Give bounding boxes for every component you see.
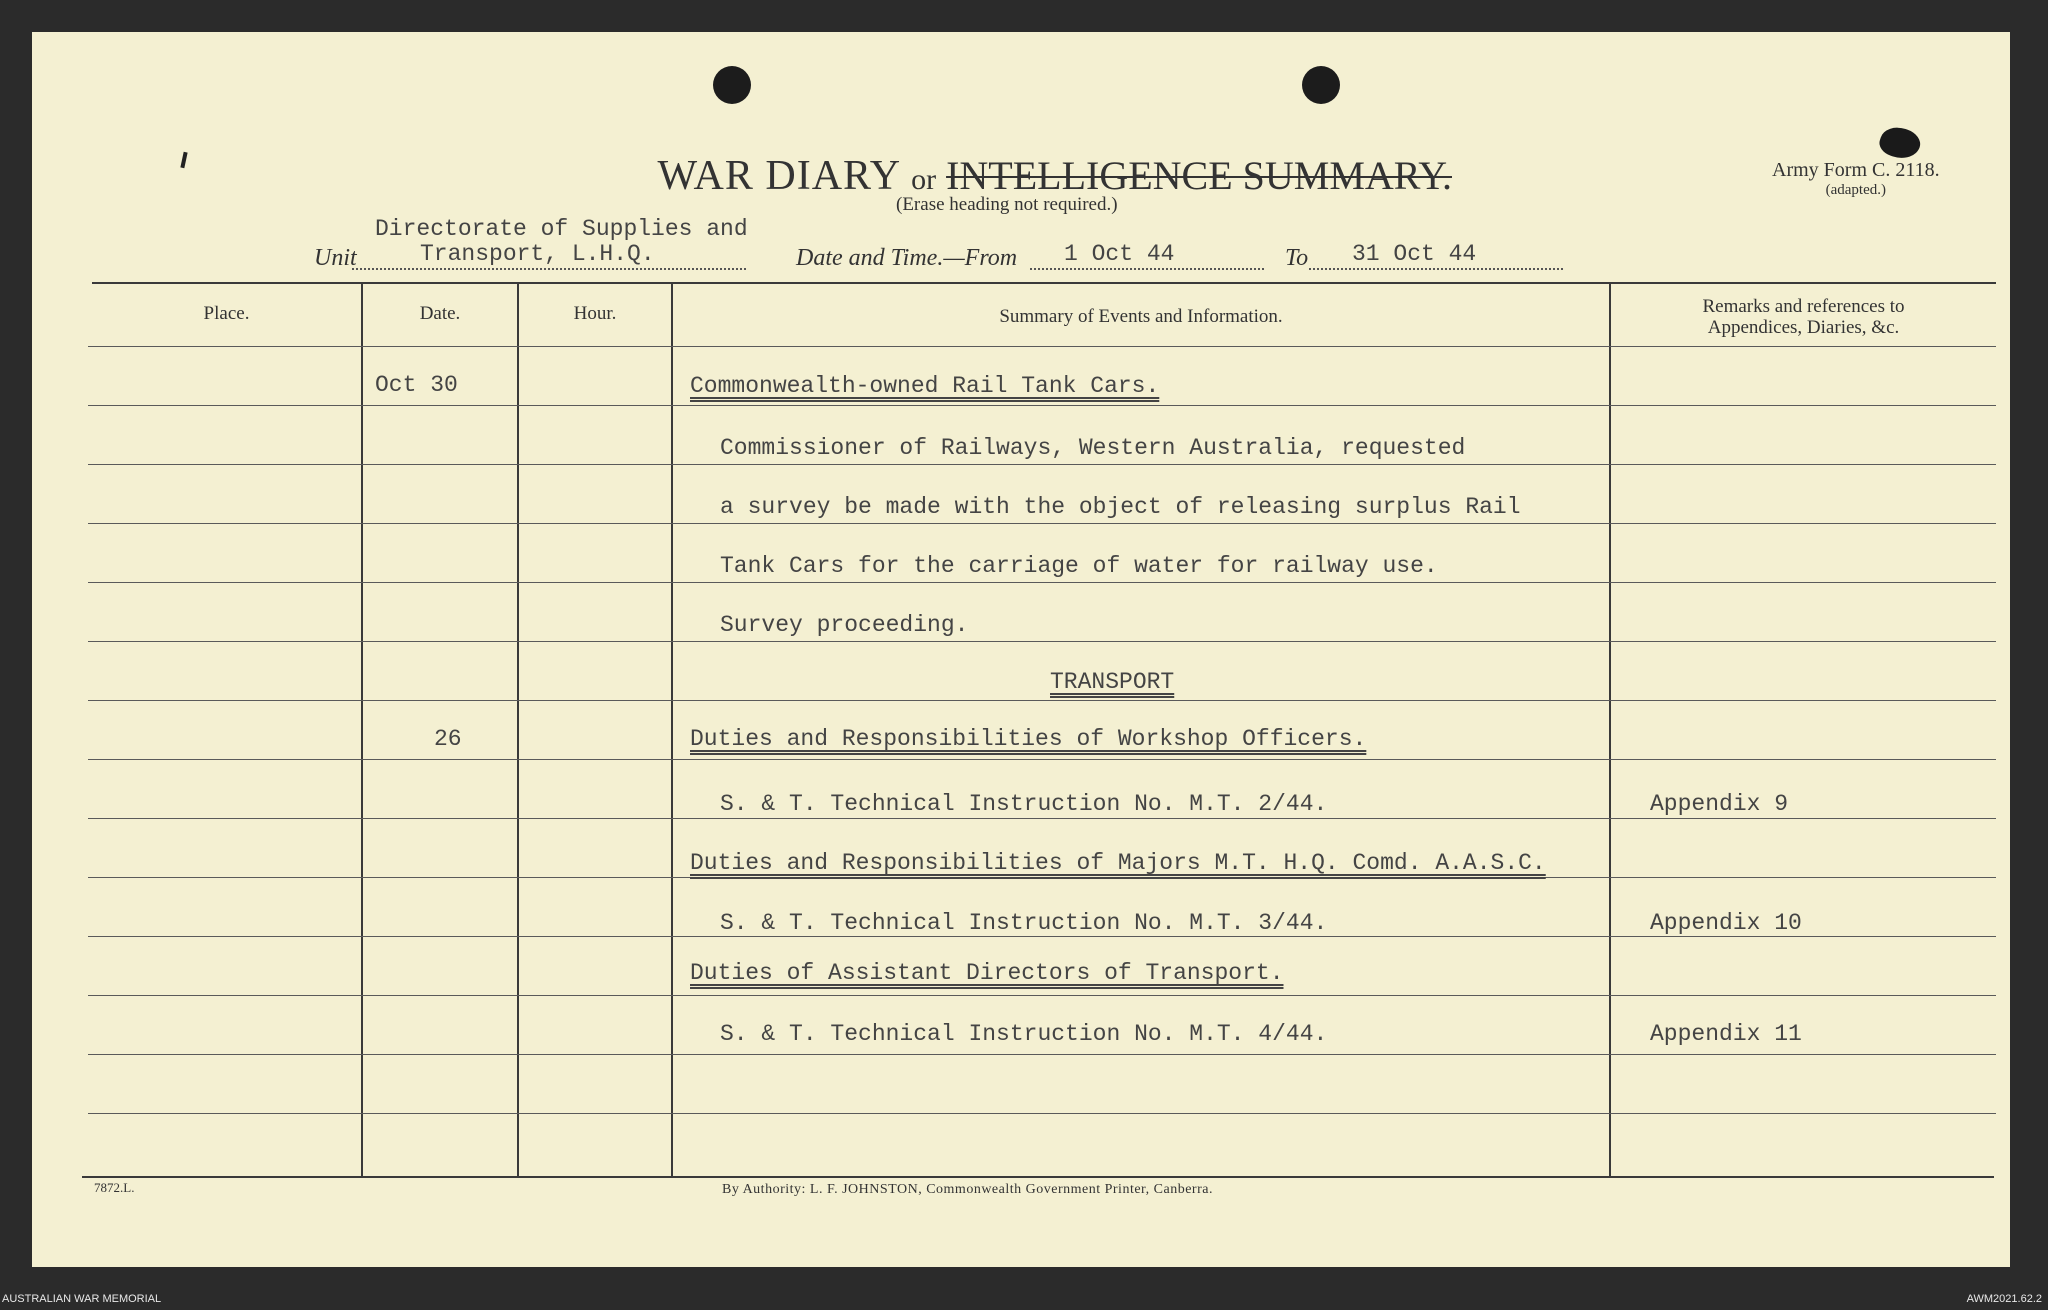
to-label: To <box>1285 245 1309 271</box>
army-form-label: Army Form C. 2118. <box>1772 159 1940 181</box>
section-heading-transport: TRANSPORT <box>1050 669 1175 695</box>
entry-text: S. & T. Technical Instruction No. M.T. 2/44. <box>720 791 1328 817</box>
row-rule <box>88 1113 1996 1114</box>
column-header-remarks <box>1611 296 1996 338</box>
date-time-label: Date and Time.—From <box>796 245 1018 271</box>
entry-text: Tank Cars for the carriage of water for railway use. <box>720 553 1438 579</box>
row-rule <box>88 700 1996 701</box>
column-divider <box>517 282 519 1176</box>
row-rule <box>88 818 1996 819</box>
row-rule <box>88 405 1996 406</box>
entry-text: Survey proceeding. <box>720 612 969 638</box>
from-date-value: 1 Oct 44 <box>1064 241 1175 267</box>
column-header-hour: Hour. <box>573 303 617 324</box>
entry-date: Oct 30 <box>375 372 458 398</box>
unit-dotted-line <box>352 268 746 270</box>
row-rule <box>88 759 1996 760</box>
row-rule <box>88 523 1996 524</box>
entry-heading: Duties of Assistant Directors of Transport. <box>690 960 1284 986</box>
table-bottom-rule <box>82 1176 1994 1178</box>
army-form-number <box>1772 160 1940 200</box>
column-header-summary: Summary of Events and Information. <box>999 306 1283 327</box>
printer-authority: By Authority: L. F. JOHNSTON, Commonwealth Government Printer, Canberra. <box>722 1182 1213 1197</box>
row-rule <box>88 1054 1996 1055</box>
row-rule <box>88 877 1996 878</box>
diary-page <box>32 32 2010 1267</box>
title-or: or <box>911 163 937 196</box>
form-code: 7872.L. <box>94 1180 135 1195</box>
entry-heading: Duties and Responsibilities of Majors M.T. H.Q. Comd. A.A.S.C. <box>690 850 1546 876</box>
to-date-value: 31 Oct 44 <box>1352 241 1477 267</box>
appendix-reference: Appendix 10 <box>1650 910 1802 936</box>
entry-text: S. & T. Technical Instruction No. M.T. 3/44. <box>720 910 1328 936</box>
table-top-rule <box>92 282 1996 284</box>
row-rule <box>88 641 1996 642</box>
entry-date: 26 <box>434 726 462 752</box>
column-divider <box>671 282 673 1176</box>
army-form-sub: (adapted.) <box>1825 182 1886 198</box>
entry-text: a survey be made with the object of releasing surplus Rail <box>720 494 1521 520</box>
page-title <box>32 152 1452 200</box>
archive-reference: AWM2021.62.2 <box>1966 1293 2042 1305</box>
row-rule <box>88 936 1996 937</box>
appendix-reference: Appendix 9 <box>1650 791 1789 817</box>
column-divider <box>361 282 363 1176</box>
column-header-place: Place. <box>203 303 250 324</box>
remarks-header-line2: Appendices, Diaries, &c. <box>1707 317 1900 338</box>
appendix-reference: Appendix 11 <box>1650 1021 1802 1047</box>
title-intelligence-summary-struck: INTELLIGENCE SUMMARY. <box>946 153 1452 198</box>
row-rule <box>88 995 1996 996</box>
entry-text: Commissioner of Railways, Western Australia, requested <box>720 435 1466 461</box>
header-rule <box>88 346 1996 347</box>
row-rule <box>88 582 1996 583</box>
paper-damage <box>1876 123 1923 164</box>
from-dotted-line <box>1030 268 1264 270</box>
remarks-header-line1: Remarks and references to <box>1702 296 1905 317</box>
column-header-date: Date. <box>419 303 461 324</box>
punch-hole <box>1302 66 1340 104</box>
entry-text: S. & T. Technical Instruction No. M.T. 4/44. <box>720 1021 1328 1047</box>
column-divider <box>1609 282 1611 1176</box>
unit-value-line1: Directorate of Supplies and <box>375 216 748 242</box>
unit-value-line2: Transport, L.H.Q. <box>420 241 655 267</box>
row-rule <box>88 464 1996 465</box>
archive-label: AUSTRALIAN WAR MEMORIAL <box>2 1293 162 1305</box>
unit-label: Unit <box>314 245 357 271</box>
to-dotted-line <box>1309 268 1563 270</box>
title-war-diary: WAR DIARY <box>657 153 902 199</box>
erase-note: (Erase heading not required.) <box>896 194 1118 215</box>
punch-hole <box>713 66 751 104</box>
entry-heading: Commonwealth-owned Rail Tank Cars. <box>690 373 1160 399</box>
entry-heading: Duties and Responsibilities of Workshop Officers. <box>690 726 1367 752</box>
